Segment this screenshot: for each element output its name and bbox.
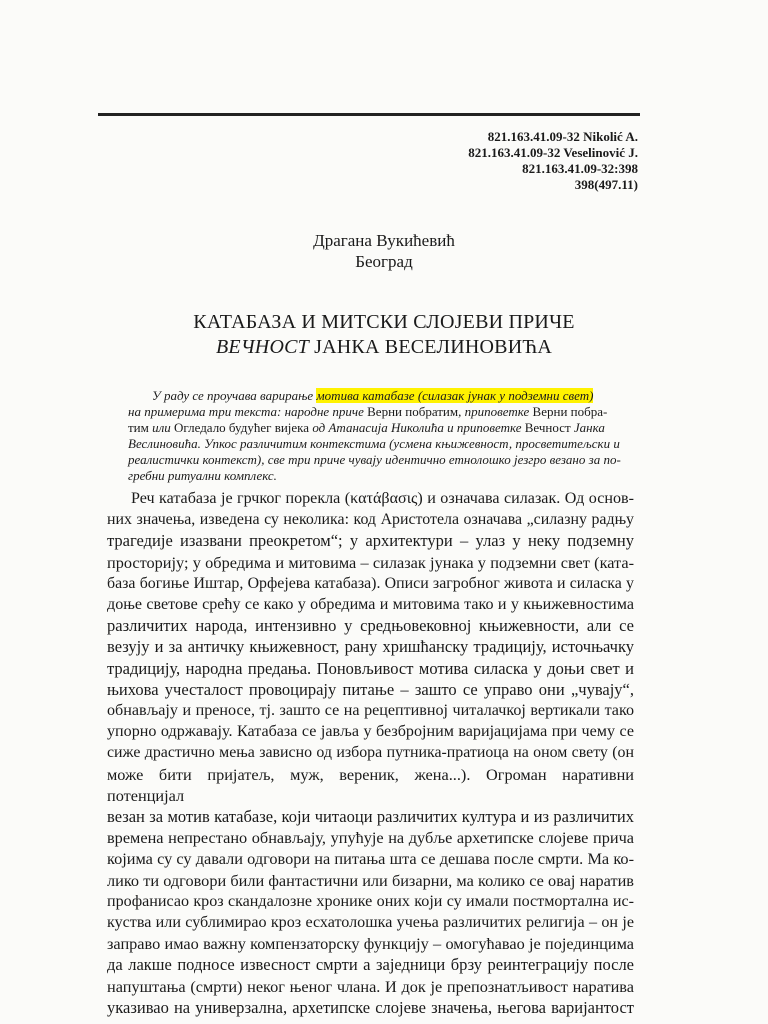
body-line: може бити пријатељ, муж, вереник, жена...). Огроман наративни потенцијал xyxy=(107,764,634,805)
body-line: њихова учесталост провоцирају питање – зашто се управо они „чувају“, xyxy=(107,679,634,699)
body-line: различитих народа, интензивно у средњовековној књижевности, али се xyxy=(107,616,634,636)
article-title xyxy=(0,310,768,360)
abstract-text: на примерима три текста: народне приче xyxy=(128,404,368,419)
body-line: традицију, народна предања. Поновљивост мотива силаска у доњи свет и xyxy=(107,658,634,678)
body-line: да лакше подносе извесност смрти а заједници брзу реинтеграцију после xyxy=(107,955,634,975)
author-city: Београд xyxy=(355,252,413,271)
body-line: Реч катабаза је грчког порекла (κατάβασις) и означава силазак. Од основ- xyxy=(131,490,634,507)
title-line-1: КАТАБАЗА И МИТСКИ СЛОЈЕВИ ПРИЧЕ xyxy=(193,311,575,333)
abstract-line: Веслиновића. Упкос различитим контекстима (усмена књижевност, просветитељски и xyxy=(128,436,620,451)
body-line: везују и за античку књижевност, рану хришћанску традицију, источњачку xyxy=(107,637,634,657)
body-text xyxy=(107,488,634,1018)
body-line: заправо имао важну компензаторску функцију – омогућавао је појединцима xyxy=(107,934,634,954)
body-line: база богиње Иштар, Орфејева катабаза). Описи загробног живота и силаска у xyxy=(107,574,634,592)
abstract-line xyxy=(128,420,637,436)
author-name: Драгана Вукићевић xyxy=(313,231,455,250)
work-title: Вечност xyxy=(524,420,571,435)
body-line: них значења, изведена су неколика: код Аристотела означава „силазну радњу xyxy=(107,511,634,529)
body-line: указивао на универзална, архетипске слојеве значења, његова варијантост xyxy=(107,997,634,1017)
body-line: доње световe срећу се како у обредима и митовима тако и у књижевностима xyxy=(107,596,634,614)
body-line: трагедије изазвани преокретом“; у архитектури – улаз у неку подземну xyxy=(107,531,634,551)
abstract-line xyxy=(128,404,637,420)
abstract-text: , приповетке xyxy=(458,404,533,419)
body-line: сиже драстично мења зависно од избора путника-пратиоца на оном свету (он xyxy=(107,744,634,762)
work-title: Верни побра- xyxy=(532,404,608,419)
abstract xyxy=(128,388,637,484)
abstract-line: реалистички контекст), све три приче чувају идентично етнолошко језгро везано за по- xyxy=(128,452,621,467)
body-line: везан за мотив катабазе, који читаоци различитих култура и из различитих xyxy=(107,807,634,827)
work-title: Огледало будућег вијека xyxy=(174,420,310,435)
body-line: напуштања (смрти) неког њеног члана. И док је препознатљивост наратива xyxy=(107,976,634,996)
author-block xyxy=(0,230,768,272)
header-rule xyxy=(98,113,640,116)
abstract-line xyxy=(128,388,637,404)
work-title: Верни побратим xyxy=(367,404,459,419)
body-line: лико ти одговори били фантастични или бизарни, ма колико се овај наратив xyxy=(107,870,634,890)
body-line: времена непрестано обнављају, упућује на дубље архетипске слојеве прича xyxy=(107,828,634,848)
abstract-line: гребни ритуални комплекс. xyxy=(128,468,277,483)
title-line-2-rest: ЈАНКА ВЕСЕЛИНОВИЋА xyxy=(308,336,553,358)
abstract-text: Јанка xyxy=(570,420,605,435)
udc-line: 821.163.41.09-32:398 xyxy=(522,161,638,176)
abstract-text: од Атанасија Николића и приповетке xyxy=(309,420,525,435)
abstract-text: У раду се проучава варирање xyxy=(152,388,317,403)
body-line: просторију; у обредима и митовима – силазак јунака у подземни свет (ката- xyxy=(107,552,634,572)
abstract-text: или xyxy=(148,420,175,435)
title-italic-work: ВЕЧНОСТ xyxy=(215,336,309,358)
body-line: профанисао кроз скандалозне хронике оних који су имали постмортална ис- xyxy=(107,892,634,910)
title-line-2 xyxy=(0,335,768,360)
udc-line: 821.163.41.09-32 Veselinović J. xyxy=(468,145,638,160)
udc-classification xyxy=(468,129,638,193)
body-line: обнављају и преносе, тј. зашто се на рецептивној читалачкој вертикали тако xyxy=(107,702,634,720)
highlighted-text: мотива катабазе (силазак јунак у подземни свет) xyxy=(316,388,594,403)
work-title: тим xyxy=(128,420,149,435)
body-line: којима су су давали одговори на питања шта се дешава после смрти. Ма ко- xyxy=(107,849,634,869)
udc-line: 821.163.41.09-32 Nikolić A. xyxy=(487,129,638,144)
udc-line: 398(497.11) xyxy=(574,177,638,192)
body-line: упорно одржавају. Катабаза се јавља у безбројним варијацијама при чему се xyxy=(107,723,634,741)
body-line: куства или сублимирао кроз есхатолошка учења различитих религија – он је xyxy=(107,914,634,932)
